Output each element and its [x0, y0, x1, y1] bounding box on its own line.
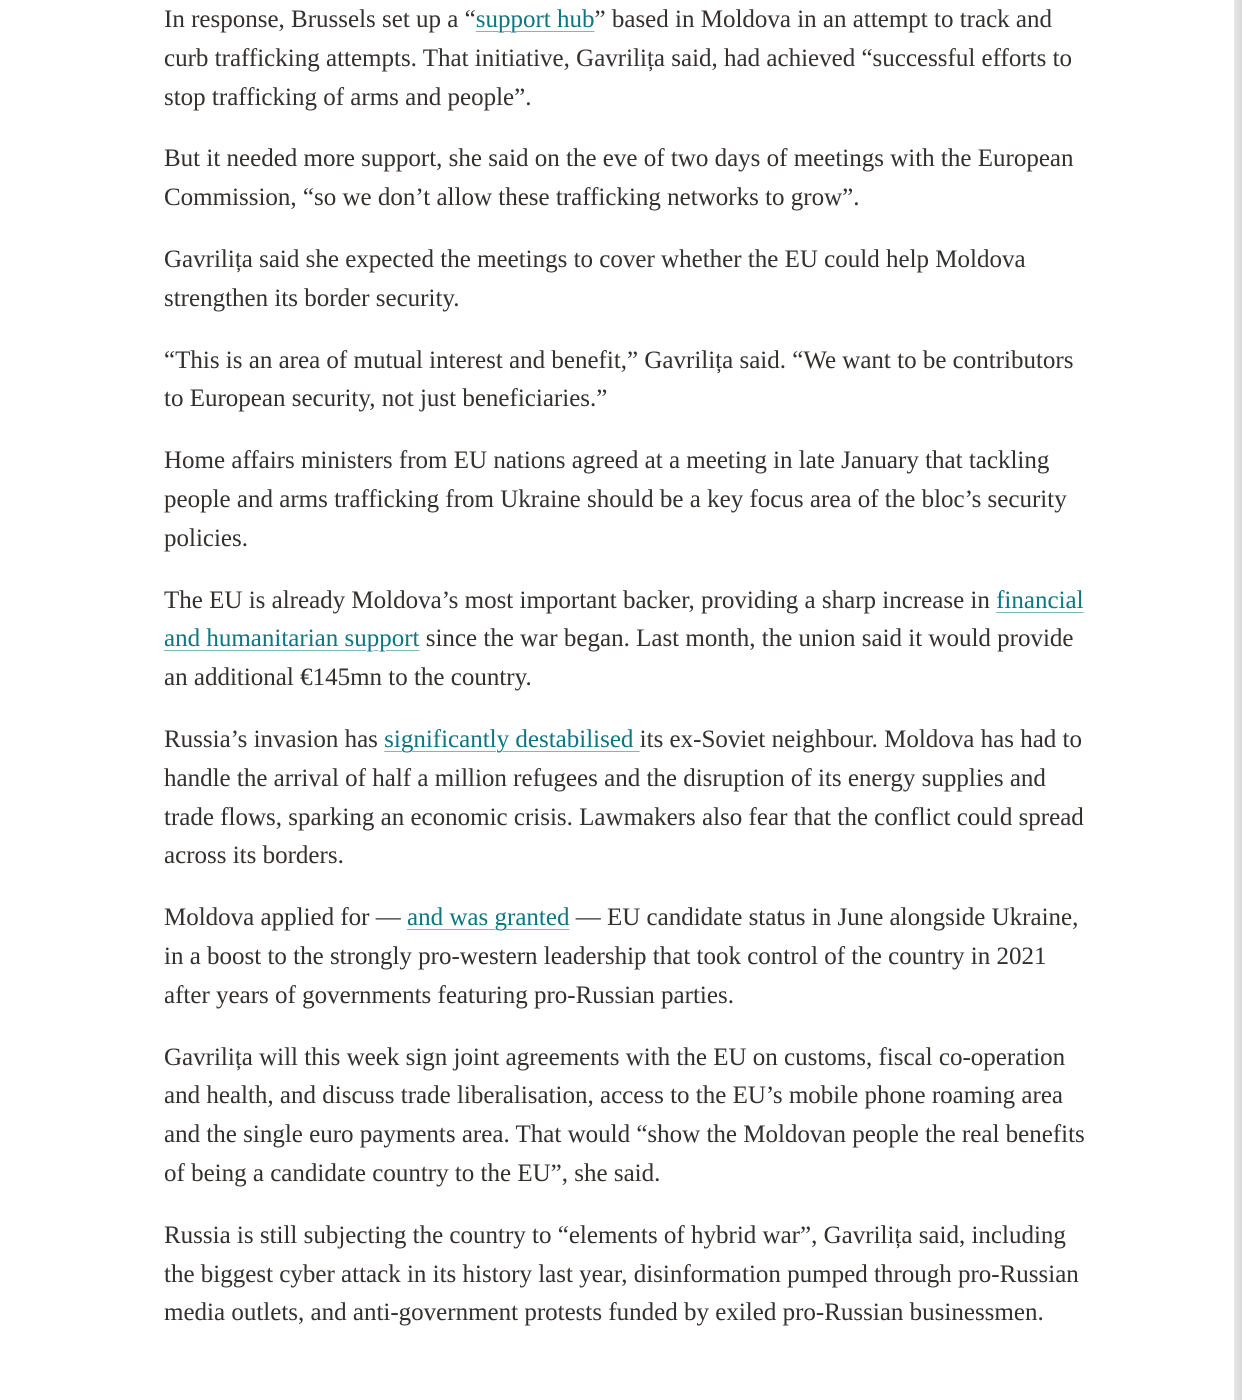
paragraph-joint-agreements: Gavrilița will this week sign joint agreements with the EU on customs, fiscal co-operation and health, and discuss trade liberalisation, access to the EU’s mobile phone roaming area and the single euro payments area. That would “show the Moldovan people the real benefits of being a candidate country to the EU”, she said. [164, 1043, 1085, 1187]
paragraph-home-affairs: Home affairs ministers from EU nations agreed at a meeting in late January that tackling people and arms trafficking from Ukraine should be a key focus area of the bloc’s security policies. [164, 447, 1067, 552]
paragraph-more-support: But it needed more support, she said on the eve of two days of meetings with the European Commission, “so we don’t allow these trafficking networks to grow”. [164, 145, 1074, 212]
paragraph-hybrid-war: Russia is still subjecting the country to “elements of hybrid war”, Gavrilița said, including the biggest cyber attack in its history last year, disinformation pumped through pro-Russian media outlets, and anti-government protests funded by exiled pro-Russian businessmen. [164, 1221, 1079, 1327]
paragraph-eu-backer [164, 582, 1089, 698]
paragraph-text: its ex-Soviet neighbour. Moldova has had to handle the arrival of half a million refugees and the disruption of its energy supplies and trade flows, sparking an economic crisis. Lawmakers also fear that the conflict could spread across its borders. [164, 725, 1084, 870]
paragraph-russia-invasion [164, 721, 1089, 876]
significantly-destabilised-link[interactable]: significantly destabilised [384, 725, 640, 753]
paragraph-text: ” based in Moldova in an attempt to track and curb trafficking attempts. That initiative, Gavrilița said, had achieved “successful efforts to stop trafficking of arms and people”. [164, 6, 1073, 111]
paragraph-text: Russia’s invasion has [164, 725, 385, 753]
article-body [164, 0, 1089, 1356]
support-hub-link[interactable]: support hub [475, 6, 595, 33]
paragraph-text: The EU is already Moldova’s most important backer, providing a sharp increase in [164, 586, 997, 614]
paragraph-mutual-interest-quote: “This is an area of mutual interest and benefit,” Gavrilița said. “We want to be contributors to European security, not just beneficiaries.” [164, 346, 1074, 413]
paragraph-border-security: Gavrilița said she expected the meetings to cover whether the EU could help Moldova strengthen its border security. [164, 245, 1026, 312]
paragraph-text: — EU candidate status in June alongside Ukraine, in a boost to the strongly pro-western leadership that took control of the country in 2021 after years of governments featuring pro-Russian parties. [164, 904, 1079, 1009]
paragraph-candidate-status [164, 899, 1089, 1015]
financial-humanitarian-support-link[interactable]: financial and humanitarian support [164, 586, 1084, 653]
paragraph-text: Moldova applied for — [164, 904, 408, 932]
and-was-granted-link[interactable]: and was granted [407, 904, 570, 932]
paragraph-support-hub [164, 1, 1089, 117]
paragraph-text: since the war began. Last month, the union said it would provide an additional €145mn to the country. [164, 625, 1074, 692]
page-edge-shadow [1234, 0, 1242, 1400]
paragraph-text: In response, Brussels set up a “ [164, 6, 476, 33]
